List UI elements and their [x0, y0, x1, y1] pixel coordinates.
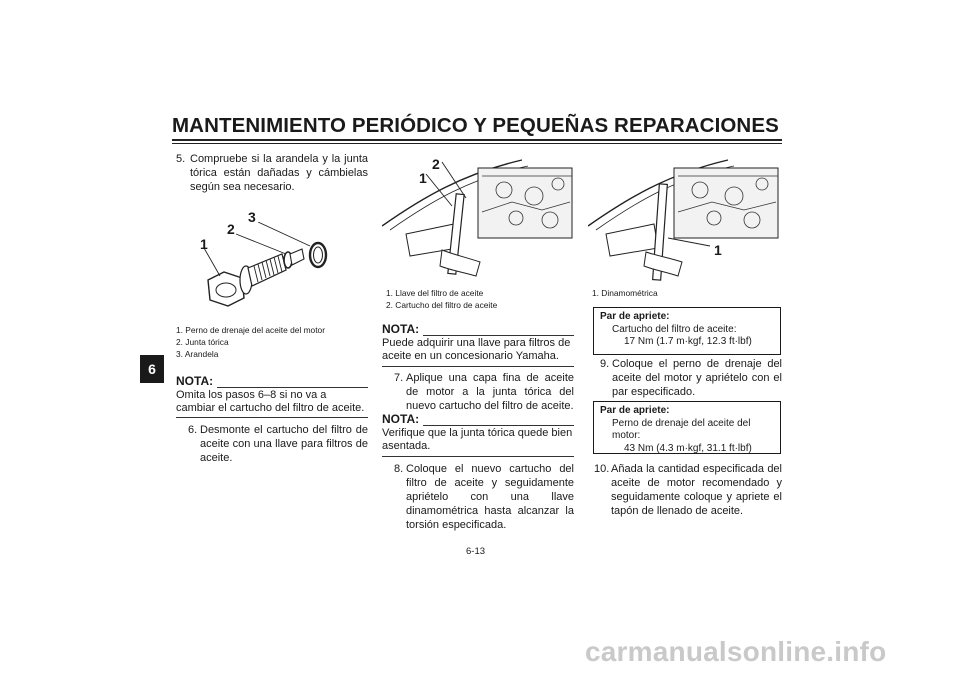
- step-number: 9.: [600, 358, 610, 370]
- step-number: 5.: [176, 153, 186, 165]
- callout-1: 1: [419, 170, 427, 186]
- page-number: 6-13: [466, 546, 486, 557]
- nota-rule: [382, 366, 574, 367]
- torque-spec-box: [593, 401, 781, 454]
- callout-1: 1: [714, 242, 722, 258]
- callout-1: 1: [200, 236, 208, 252]
- torque-spec-box: [593, 307, 781, 355]
- figure-caption-1: 1. Llave del filtro de aceite: [386, 288, 484, 298]
- step-text: Compruebe si la arandela y la junta tórica están dañadas y cámbielas según sea necesario.: [190, 153, 368, 193]
- spec-label: Par de apriete:: [600, 311, 670, 322]
- step-6: [188, 423, 368, 465]
- nota-rule: [382, 456, 574, 457]
- figure-caption-1: 1. Perno de drenaje del aceite del motor: [176, 325, 325, 335]
- step-number: 6.: [188, 424, 198, 436]
- callout-2: 2: [227, 221, 235, 237]
- step-text: Coloque el nuevo cartucho del filtro de aceite y seguidamente apriételo con una llave dinamométrica hasta alcanzar la torsión especificada.: [406, 463, 574, 531]
- spec-value: 17 Nm (1.7 m·kgf, 12.3 ft·lbf): [624, 336, 752, 347]
- step-text: Desmonte el cartucho del filtro de aceite con una llave para filtros de aceite.: [200, 424, 368, 464]
- drain-bolt-illustration: [190, 222, 350, 322]
- step-number: 7.: [394, 372, 404, 384]
- nota-text: Verifique que la junta tórica quede bien asentada.: [382, 427, 573, 452]
- watermark: carmanualsonline.info: [585, 636, 887, 667]
- nota-text: Puede adquirir una llave para filtros de aceite en un concesionario Yamaha.: [382, 337, 571, 362]
- figure-caption-2: 2. Junta tórica: [176, 337, 229, 347]
- step-7: [394, 371, 574, 413]
- spec-item: Cartucho del filtro de aceite:: [612, 323, 737, 335]
- step-text: Añada la cantidad especificada del aceite de motor recomendado y seguidamente coloque y apriete el tapón de llenado de aceite.: [611, 463, 782, 517]
- nota-rule: [176, 417, 368, 418]
- spec-value: 43 Nm (4.3 m·kgf, 31.1 ft·lbf): [624, 442, 752, 454]
- step-number: 8.: [394, 463, 404, 475]
- callout-2: 2: [432, 156, 440, 172]
- step-9: [600, 357, 782, 399]
- nota-heading: NOTA:: [382, 322, 574, 336]
- torque-wrench-illustration: [588, 154, 782, 286]
- nota-heading: NOTA:: [382, 412, 574, 426]
- nota-heading: NOTA:: [176, 374, 368, 388]
- spec-label: Par de apriete:: [600, 405, 670, 416]
- nota-text: Omita los pasos 6–8 si no va a cambiar el cartucho del filtro de aceite.: [176, 389, 365, 414]
- spec-item: Perno de drenaje del aceite del motor:: [612, 417, 751, 441]
- oil-filter-wrench-illustration: [382, 154, 576, 286]
- chapter-tab: 6: [140, 355, 164, 383]
- figure-caption-3: 3. Arandela: [176, 349, 219, 359]
- figure-caption-2: 2. Cartucho del filtro de aceite: [386, 300, 498, 310]
- title-rule-thick: [172, 139, 782, 141]
- step-10: [594, 462, 782, 518]
- figure-caption-1: 1. Dinamométrica: [592, 288, 658, 298]
- step-text: Coloque el perno de drenaje del aceite del motor y apriételo con el par especificado.: [612, 358, 782, 398]
- step-8: [394, 462, 574, 532]
- page-title: MANTENIMIENTO PERIÓDICO Y PEQUEÑAS REPARACIONES: [172, 114, 779, 137]
- step-text: Aplique una capa fina de aceite de motor a la junta tórica del nuevo cartucho del filtro de aceite.: [406, 372, 574, 412]
- title-rule-thin: [172, 143, 782, 144]
- step-number: 10.: [594, 463, 610, 475]
- callout-3: 3: [248, 209, 256, 225]
- step-5: [176, 152, 368, 194]
